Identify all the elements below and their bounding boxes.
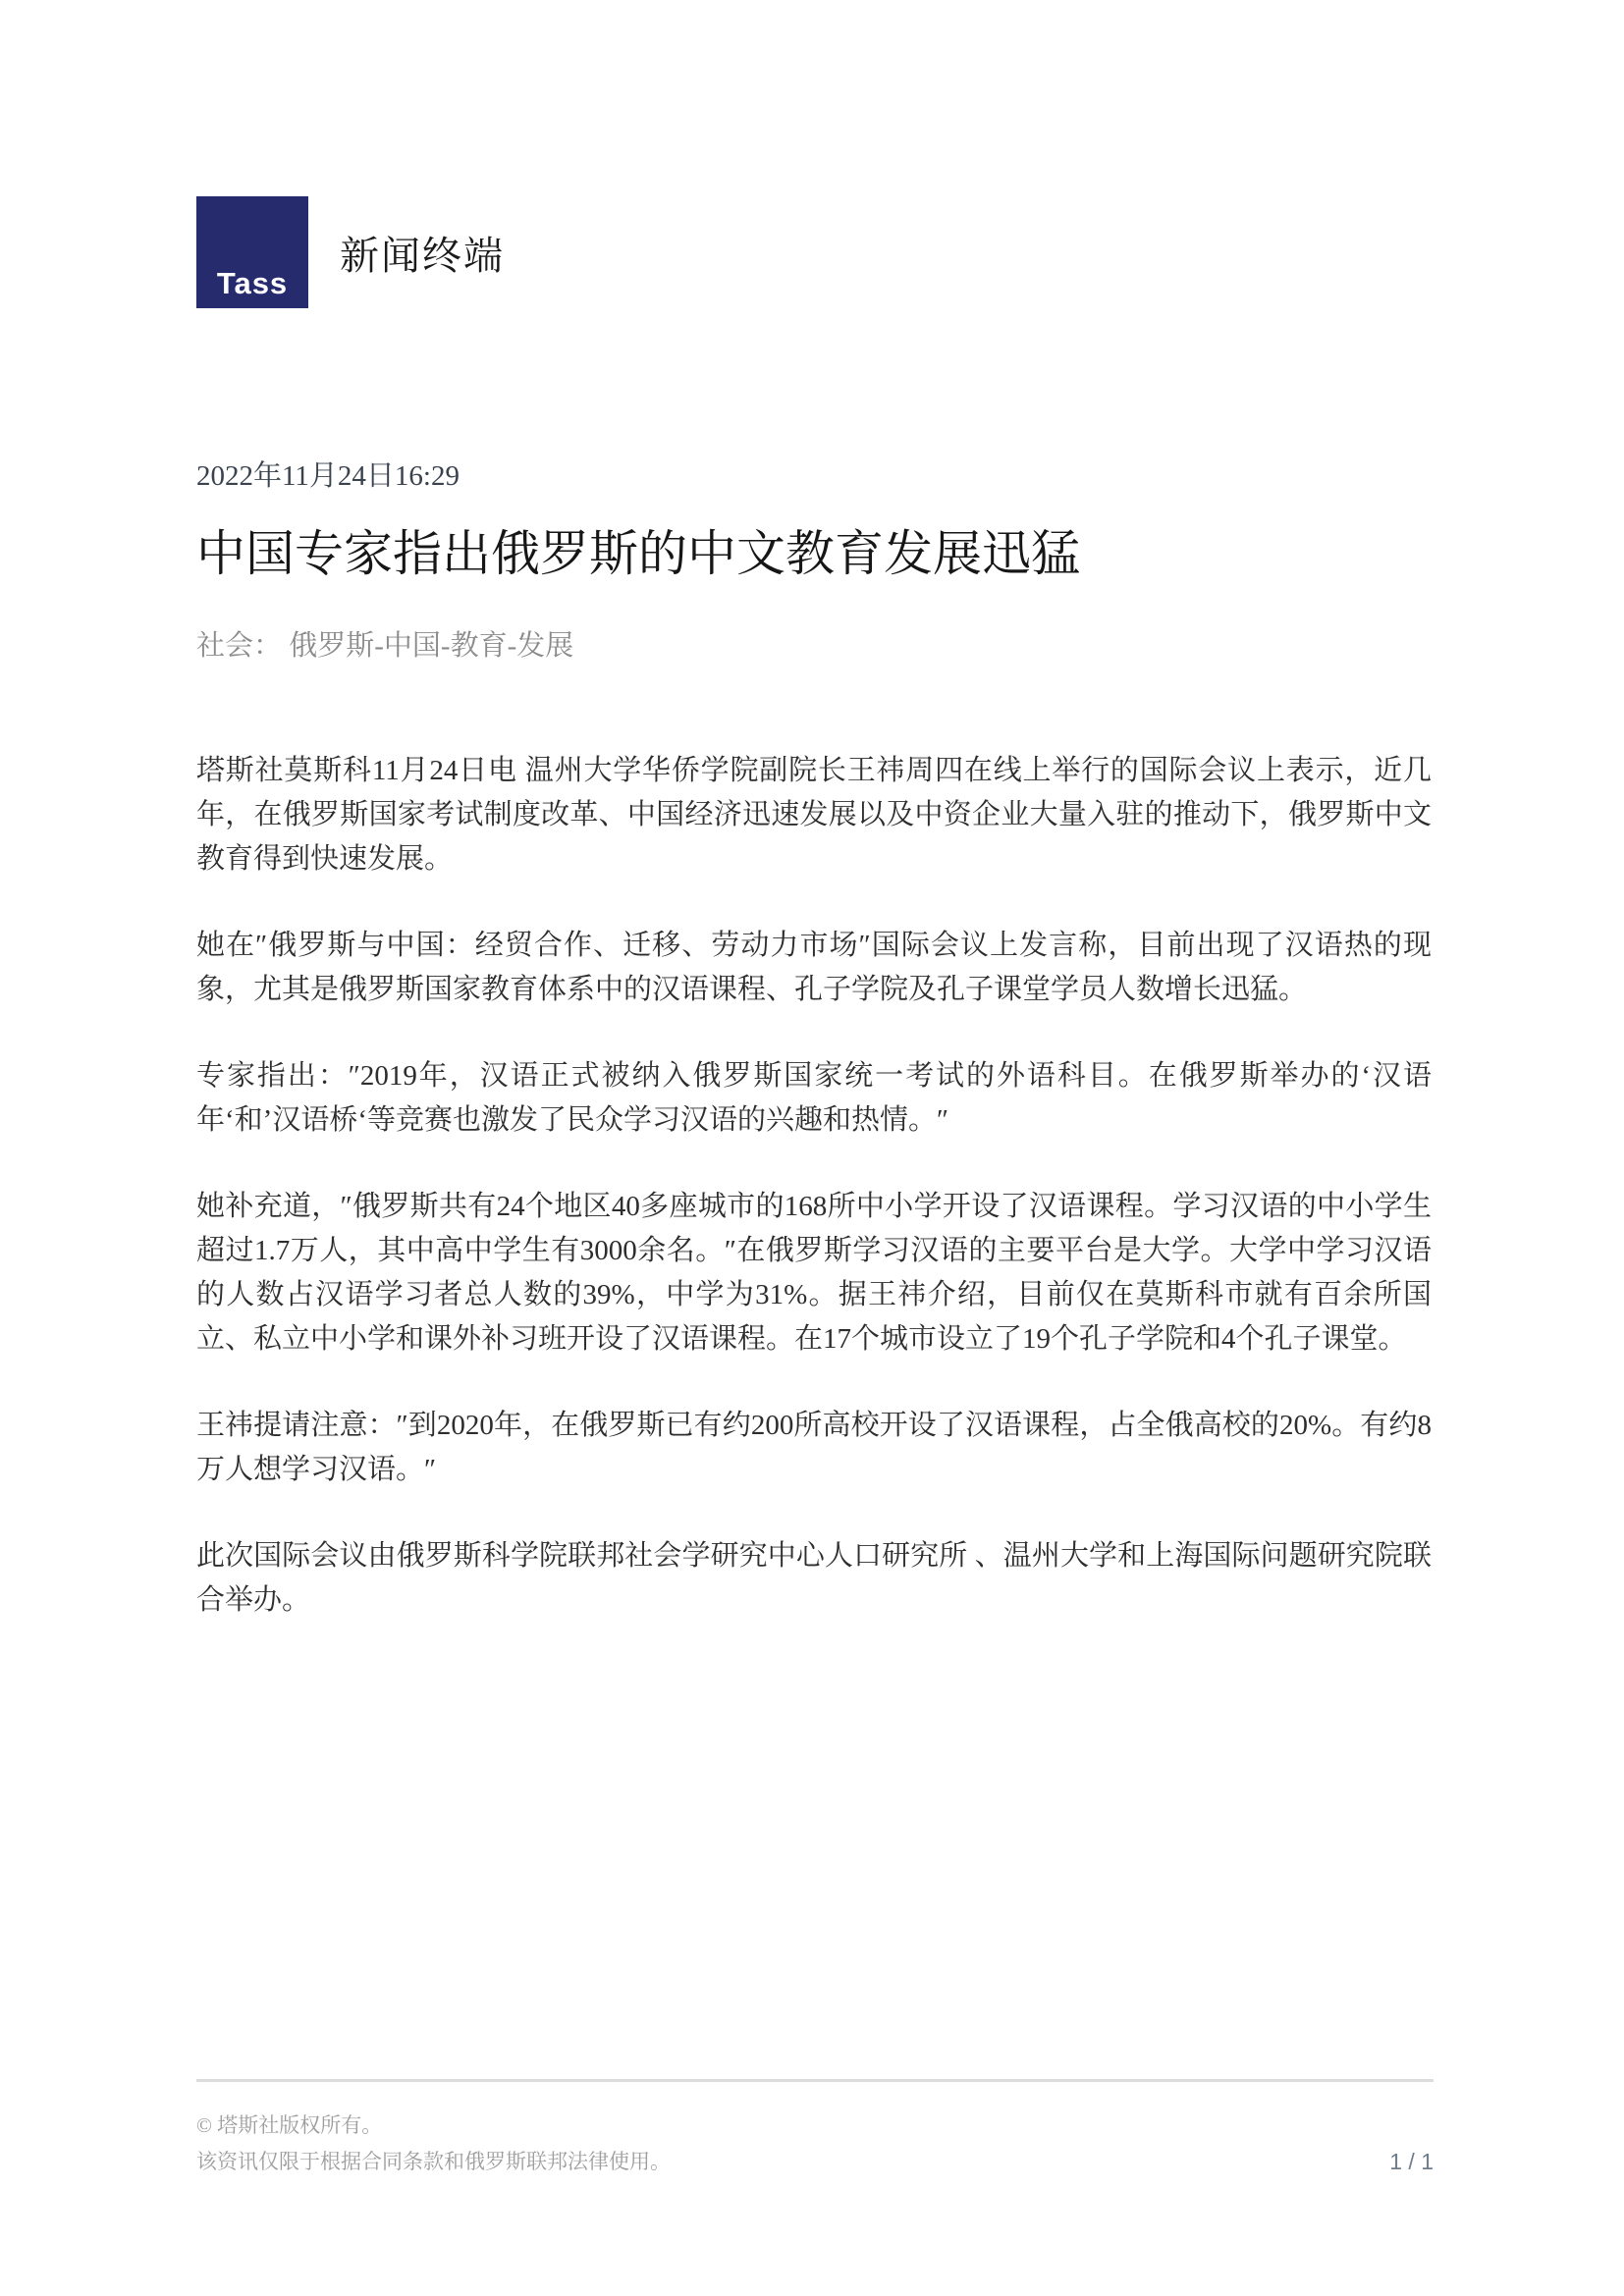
category-tags: 社会： 俄罗斯-中国-教育-发展 (196, 630, 574, 662)
article-body (196, 749, 1432, 1623)
product-name: 新闻终端 (340, 233, 505, 278)
article-paragraph: 塔斯社莫斯科11月24日电 温州大学华侨学院副院长王祎周四在线上举行的国际会议上表示，近几年，在俄罗斯国家考试制度改革、中国经济迅速发展以及中资企业大量入驻的推动下，俄罗斯中文教育得到快速发展。 (196, 755, 1432, 875)
article-paragraph: 此次国际会议由俄罗斯科学院联邦社会学研究中心人口研究所 、温州大学和上海国际问题研究院联合举办。 (196, 1540, 1432, 1616)
footer-row (196, 2108, 1434, 2180)
page-footer (196, 2079, 1434, 2180)
copyright-line: © 塔斯社版权所有。 (196, 2113, 383, 2137)
publish-date: 2022年11月24日16:29 (196, 460, 460, 492)
tass-logo (196, 196, 308, 308)
article-paragraph: 王祎提请注意：″到2020年，在俄罗斯已有约200所高校开设了汉语课程，占全俄高校的20%。有约8万人想学习汉语。″ (196, 1410, 1432, 1485)
footer-divider (196, 2079, 1434, 2082)
article (196, 458, 1432, 1665)
article-paragraph: 她补充道，″俄罗斯共有24个地区40多座城市的168所中小学开设了汉语课程。学习汉语的中小学生超过1.7万人，其中高中学生有3000余名。″在俄罗斯学习汉语的主要平台是大学。大学中学习汉语的人数占汉语学习者总人数的39%，中学为31%。据王祎介绍，目前仅在莫斯科市就有百余所国立、私立中小学和课外补习班开设了汉语课程。在17个城市设立了19个孔子学院和4个孔子课堂。 (196, 1191, 1432, 1355)
article-paragraph: 专家指出：″2019年，汉语正式被纳入俄罗斯国家统一考试的外语科目。在俄罗斯举办的‘汉语年‘和’汉语桥‘等竞赛也激发了民众学习汉语的兴趣和热情。″ (196, 1060, 1432, 1136)
article-paragraph: 她在″俄罗斯与中国：经贸合作、迁移、劳动力市场″国际会议上发言称，目前出现了汉语热的现象，尤其是俄罗斯国家教育体系中的汉语课程、孔子学院及孔子课堂学员人数增长迅猛。 (196, 930, 1432, 1005)
usage-line: 该资讯仅限于根据合同条款和俄罗斯联邦法律使用。 (196, 2150, 671, 2173)
masthead (196, 196, 505, 308)
article-title: 中国专家指出俄罗斯的中文教育发展迅猛 (196, 526, 1080, 581)
page-indicator: 1 / 1 (1389, 2149, 1434, 2174)
tass-logo-wordmark: Tass (216, 266, 289, 300)
footer-legal (196, 2108, 671, 2180)
